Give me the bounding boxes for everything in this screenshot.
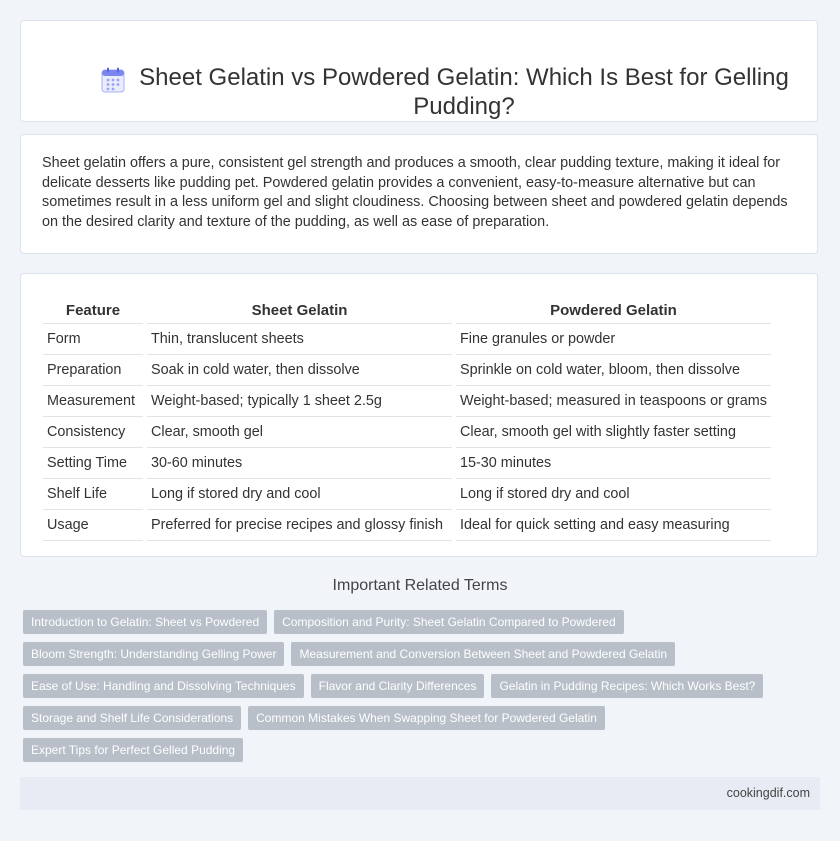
table-cell: Ideal for quick setting and easy measuring [456,510,771,541]
table-row [43,324,771,355]
table-cell: Long if stored dry and cool [147,479,452,510]
column-header-feature: Feature [43,294,143,324]
table-cell: Weight-based; measured in teaspoons or grams [456,386,771,417]
page-title: Sheet Gelatin vs Powdered Gelatin: Which Is Best for Gelling Pudding? [139,64,789,120]
table-header-row [43,294,771,324]
table-cell: Weight-based; typically 1 sheet 2.5g [147,386,452,417]
table-row [43,386,771,417]
summary-text: Sheet gelatin offers a pure, consistent gel strength and produces a smooth, clear pudding texture, making it ideal for delicate desserts like pudding pet. Powdered gelatin provides a convenient, easy-to-measure alternative but can sometimes result in a less uniform gel and slight cloudiness. Choosing between sheet and powdered gelatin depends on the desired clarity and texture of the pudding, as well as ease of preparation. [42,155,788,230]
column-header-powdered: Powdered Gelatin [456,294,771,324]
related-terms-heading: Important Related Terms [332,577,508,594]
table-cell: Clear, smooth gel with slightly faster setting [456,417,771,448]
table-row [43,479,771,510]
summary-card [20,134,818,254]
table-cell: Clear, smooth gel [147,417,452,448]
related-term-tag[interactable]: Flavor and Clarity Differences [311,674,485,698]
table-row [43,355,771,386]
table-cell: Consistency [43,417,143,448]
calendar-grid-icon [101,67,125,93]
table-cell: Preparation [43,355,143,386]
table-cell: Shelf Life [43,479,143,510]
table-row [43,448,771,479]
related-terms-list [23,610,813,770]
title-card [20,20,818,122]
related-term-tag[interactable]: Expert Tips for Perfect Gelled Pudding [23,738,243,762]
comparison-table-card [20,273,818,557]
table-cell: Usage [43,510,143,541]
table-cell: Setting Time [43,448,143,479]
table-row [43,417,771,448]
comparison-table [39,294,775,541]
footer [20,777,820,810]
table-cell: Form [43,324,143,355]
related-term-tag[interactable]: Measurement and Conversion Between Sheet and Powdered Gelatin [291,642,675,666]
table-cell: 30-60 minutes [147,448,452,479]
table-cell: Long if stored dry and cool [456,479,771,510]
related-term-tag[interactable]: Ease of Use: Handling and Dissolving Techniques [23,674,304,698]
footer-site-link[interactable]: cookingdif.com [726,786,810,800]
table-row [43,510,771,541]
table-cell: Thin, translucent sheets [147,324,452,355]
related-term-tag[interactable]: Storage and Shelf Life Considerations [23,706,241,730]
related-term-tag[interactable]: Introduction to Gelatin: Sheet vs Powdered [23,610,267,634]
related-term-tag[interactable]: Composition and Purity: Sheet Gelatin Compared to Powdered [274,610,624,634]
table-cell: Fine granules or powder [456,324,771,355]
related-term-tag[interactable]: Common Mistakes When Swapping Sheet for Powdered Gelatin [248,706,605,730]
related-term-tag[interactable]: Bloom Strength: Understanding Gelling Power [23,642,284,666]
table-cell: Measurement [43,386,143,417]
related-term-tag[interactable]: Gelatin in Pudding Recipes: Which Works Best? [491,674,763,698]
column-header-sheet: Sheet Gelatin [147,294,452,324]
table-cell: Soak in cold water, then dissolve [147,355,452,386]
table-cell: Sprinkle on cold water, bloom, then dissolve [456,355,771,386]
table-cell: 15-30 minutes [456,448,771,479]
table-cell: Preferred for precise recipes and glossy finish [147,510,452,541]
